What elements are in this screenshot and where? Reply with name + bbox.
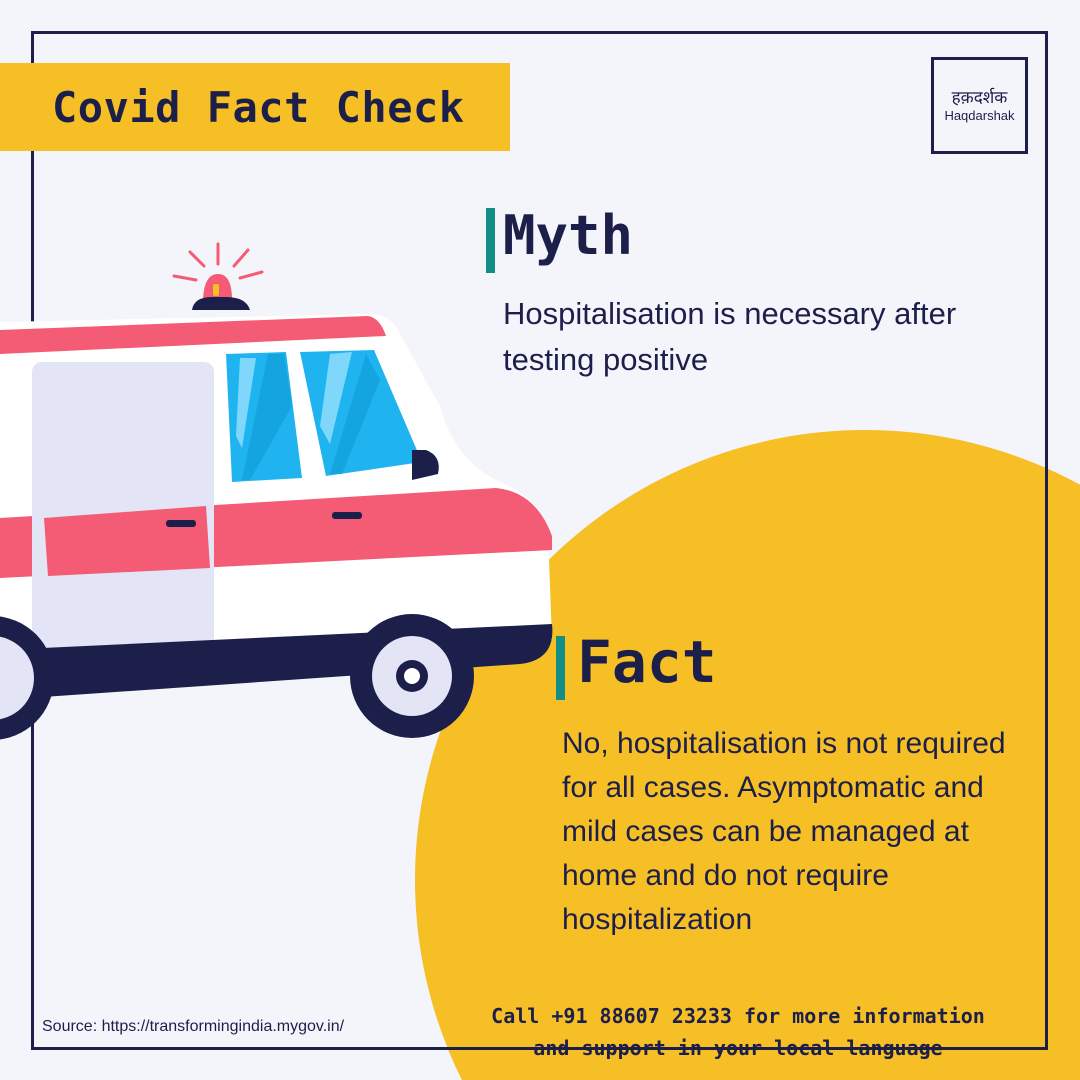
myth-line: testing positive: [503, 342, 709, 377]
fact-accent-bar: [556, 636, 565, 700]
logo-devanagari-text: हक़दर्शक: [951, 87, 1008, 108]
fact-heading: Fact: [577, 628, 717, 696]
haqdarshak-logo: [931, 57, 1028, 154]
myth-accent-bar: [486, 208, 495, 273]
myth-heading: Myth: [503, 204, 634, 267]
ambulance-illustration: [0, 230, 560, 750]
helpline-callout: [448, 1000, 1028, 1064]
siren-icon: [174, 244, 262, 310]
callout-line: and support in your local language: [533, 1036, 943, 1060]
source-citation: Source: https://transformingindia.mygov.in/: [42, 1018, 345, 1035]
page-title: Covid Fact Check: [52, 82, 465, 132]
title-banner: [0, 63, 510, 151]
fact-line: for all cases. Asymptomatic and: [562, 771, 984, 804]
myth-line: Hospitalisation is necessary after: [503, 296, 957, 331]
fact-line: hospitalization: [562, 903, 753, 936]
fact-line: No, hospitalisation is not required: [562, 727, 1006, 760]
front-wheel: [350, 614, 474, 738]
fact-line: home and do not require: [562, 859, 889, 892]
fact-text: [562, 722, 1006, 942]
callout-line: Call +91 88607 23233 for more information: [491, 1004, 985, 1028]
myth-text: [503, 291, 956, 383]
logo-latin-text: Haqdarshak: [944, 107, 1015, 123]
fact-line: mild cases can be managed at: [562, 815, 969, 848]
